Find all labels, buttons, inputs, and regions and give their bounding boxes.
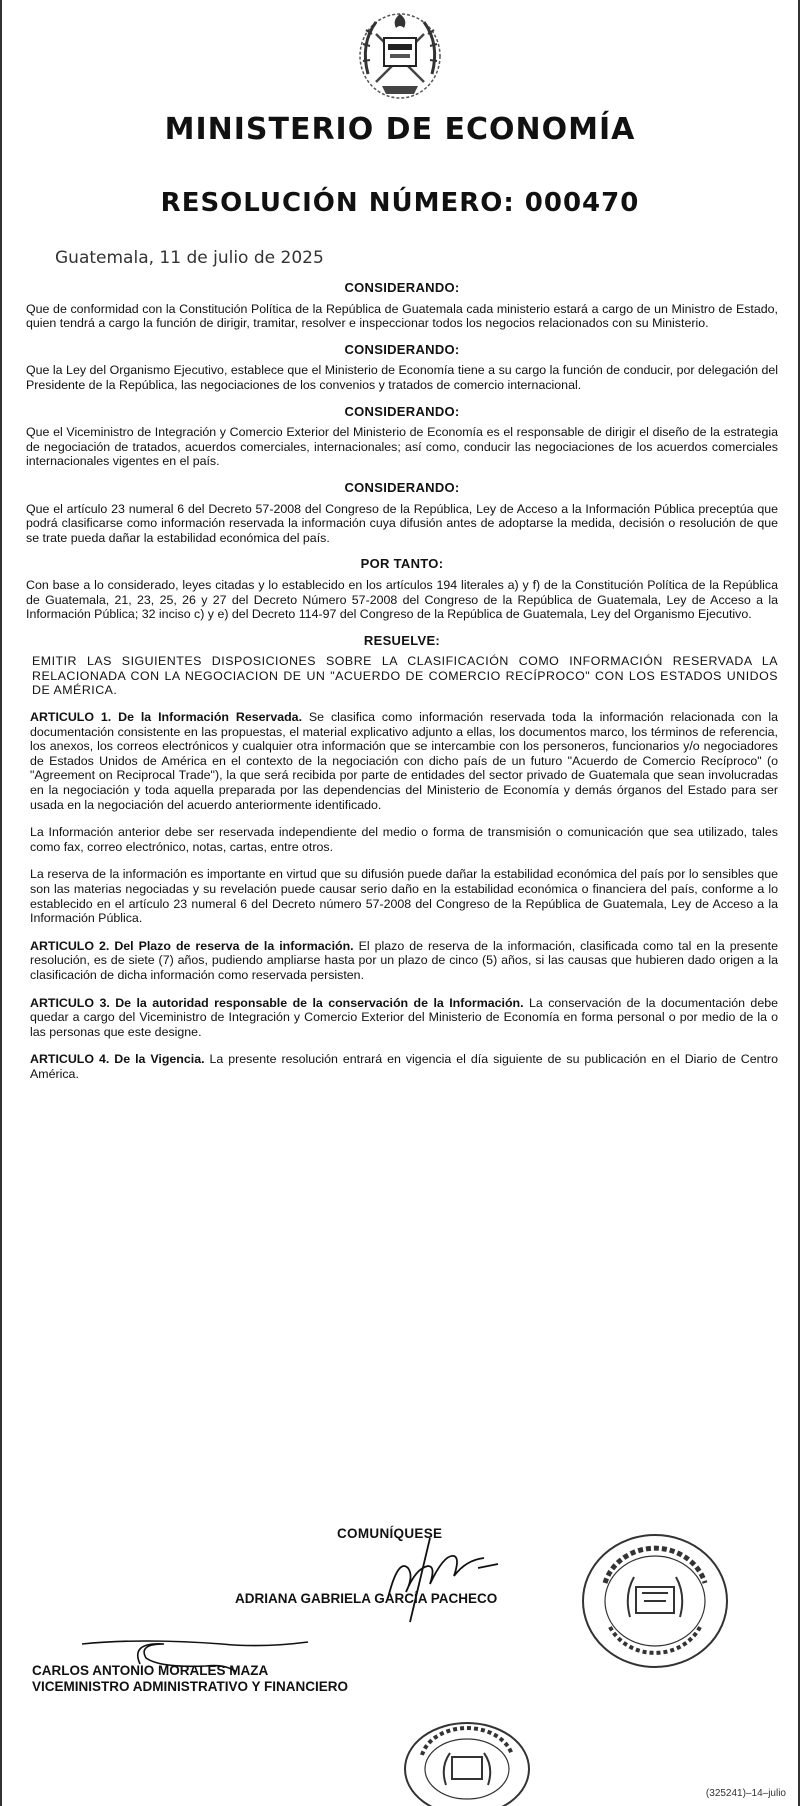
- signer-1-name: ADRIANA GABRIELA GARCÍA PACHECO: [235, 1591, 498, 1606]
- considerando-heading: CONSIDERANDO:: [344, 280, 460, 295]
- considerando-heading: CONSIDERANDO:: [344, 341, 460, 357]
- por-tanto-heading: POR TANTO:: [360, 556, 444, 572]
- article-3: [30, 996, 778, 1040]
- article-4-title: ARTICULO 4. De la Vigencia.: [30, 1052, 205, 1067]
- considerando-heading: CONSIDERANDO:: [344, 479, 460, 495]
- article-1: [30, 710, 778, 812]
- article-1-paragraph-2: La Información anterior debe ser reservada independiente del medio o forma de transmisión o comunicación que sea utilizado, tales como fax, correo electrónico, notas, cartas, entre otros.: [30, 825, 778, 854]
- considerando-text: Que de conformidad con la Constitución Política de la República de Guatemala cada ministerio estará a cargo de un Ministro de Estado, quien tendrá a cargo la función de dirigir, tramitar, resolver e inspeccionar todos los negocios relacionados con su Ministerio.: [26, 301, 778, 331]
- considerando-text: Que el Viceministro de Integración y Comercio Exterior del Ministerio de Economía es el responsable de dirigir el diseño de la estrategia de negociación de tratados, acuerdos comerciales, internacionales; así como, conducir las negociaciones de los acuerdos comerciales internacionales vigentes en el país.: [26, 425, 778, 469]
- article-4: [30, 1052, 778, 1081]
- publication-reference: (325241)–14–julio: [705, 1788, 786, 1799]
- article-2-title: ARTICULO 2. Del Plazo de reserva de la información.: [30, 938, 354, 953]
- article-2-text: El plazo de reserva de la información, clasificada como tal en la presente resolución, es de siete (7) años, pudiendo ampliarse hasta por un plazo de cinco (5) años, si las causas que hubieren dado origen a la clasificación de dicha información como reservada persisten.: [30, 938, 778, 982]
- considerando-text: Que la Ley del Organismo Ejecutivo, establece que el Ministerio de Economía tiene a su cargo la función de conducir, por delegación del Presidente de la República, las negociaciones de los convenios y tratados de comercio internacional.: [26, 363, 778, 392]
- article-4-text: La presente resolución entrará en vigencia el día siguiente de su publicación en el Diario de Centro América.: [30, 1052, 778, 1081]
- signer-2-name: CARLOS ANTONIO MORALES MAZA: [32, 1663, 269, 1678]
- resolution-number: RESOLUCIÓN NÚMERO: 000470: [160, 188, 640, 218]
- ministry-title: MINISTERIO DE ECONOMÍA: [164, 112, 636, 147]
- signature-icon: [360, 1528, 520, 1624]
- article-1-title: ARTICULO 1. De la Información Reservada.: [30, 710, 303, 725]
- article-1-paragraph-3: La reserva de la información es importante en virtud que su difusión puede dañar la estabilidad económica del país por lo sensibles que son las materias negociadas y su revelación puede causar serio daño en la estabilidad económica o financiera del país, conforme a lo establecido en el artículo 23 numeral 6 del Decreto número 57-2008 del Congreso de la República de Guatemala, Ley de Acceso a la Información Pública.: [30, 867, 778, 926]
- comuniquese-label: COMUNÍQUESE: [337, 1526, 443, 1541]
- resuelve-heading: RESUELVE:: [363, 632, 441, 648]
- official-seal-icon: [580, 1531, 730, 1671]
- resuelve-intro: EMITIR LAS SIGUIENTES DISPOSICIONES SOBRE LA CLASIFICACIÓN COMO INFORMACIÓN RESERVADA LA RELACIONADA CON LA NEGOCIACION DE UN "ACUERDO DE COMERCIO RECÍPROCO" CON LOS ESTADOS UNIDOS DE AMÉRICA.: [32, 654, 778, 698]
- resolution-body: [26, 281, 778, 1095]
- article-3-text: La conservación de la documentación debe quedar a cargo del Viceministro de Integración y Comercio Exterior del Ministerio de Economía en forma personal o por medio de la o las personas que este designe.: [30, 995, 778, 1039]
- signer-2-title: VICEMINISTRO ADMINISTRATIVO Y FINANCIERO: [32, 1679, 349, 1694]
- considerando-text: Que el artículo 23 numeral 6 del Decreto 57-2008 del Congreso de la República, Ley de Acceso a la Información Pública preceptúa que podrá clasificarse como información reservada la información cuya difusión antes de adoptarse la medida, decisión o resolución de que se trate pueda dañar la estabilidad económica del país.: [26, 501, 778, 545]
- article-2: [30, 939, 778, 983]
- article-3-title: ARTICULO 3. De la autoridad responsable de la conservación de la Información.: [30, 995, 524, 1010]
- signer-2-block: [32, 1663, 348, 1695]
- date-line: Guatemala, 11 de julio de 2025: [55, 248, 324, 268]
- article-1-text: Se clasifica como información reservada toda la información relacionada con la documentación consistente en las propuestas, el material explicativo adjunto a ellas, los documentos marco, los términos de referencia, los anexos, los correos electrónicos y cualquier otra información que se intercambie con los personeros, funcionarios y/o negociadores de Estados Unidos de América en el contexto de la negociación con dicho país de un futuro "Acuerdo de Comercio Recíproco" (o "Agreement on Reciprocal Trade"), la que será recibida por parte de entidades del sector privado de Guatemala que sean involucradas en la negociación y toda aquella preparada por las dependencias del Ministerio de Economía y demás órganos del Estado para ser usada en la negociación del acuerdo anteriormente identificado.: [30, 710, 778, 812]
- considerando-heading: CONSIDERANDO:: [344, 403, 460, 419]
- page-border-left: [0, 0, 2, 1806]
- por-tanto-text: Con base a lo considerado, leyes citadas y lo establecido en los artículos 194 literales a) y f) de la Constitución Política de la República de Guatemala, 21, 23, 25, 26 y 27 del Decreto Número 57-2008 del Congreso de la República de Guatemala, Ley de Acceso a la Información Pública; 32 inciso c) y e) del Decreto 114-97 del Congreso de la República de Guatemala, Ley del Organismo Ejecutivo.: [26, 577, 778, 622]
- coat-of-arms-icon: [346, 4, 454, 104]
- official-seal-small-icon: [402, 1719, 532, 1806]
